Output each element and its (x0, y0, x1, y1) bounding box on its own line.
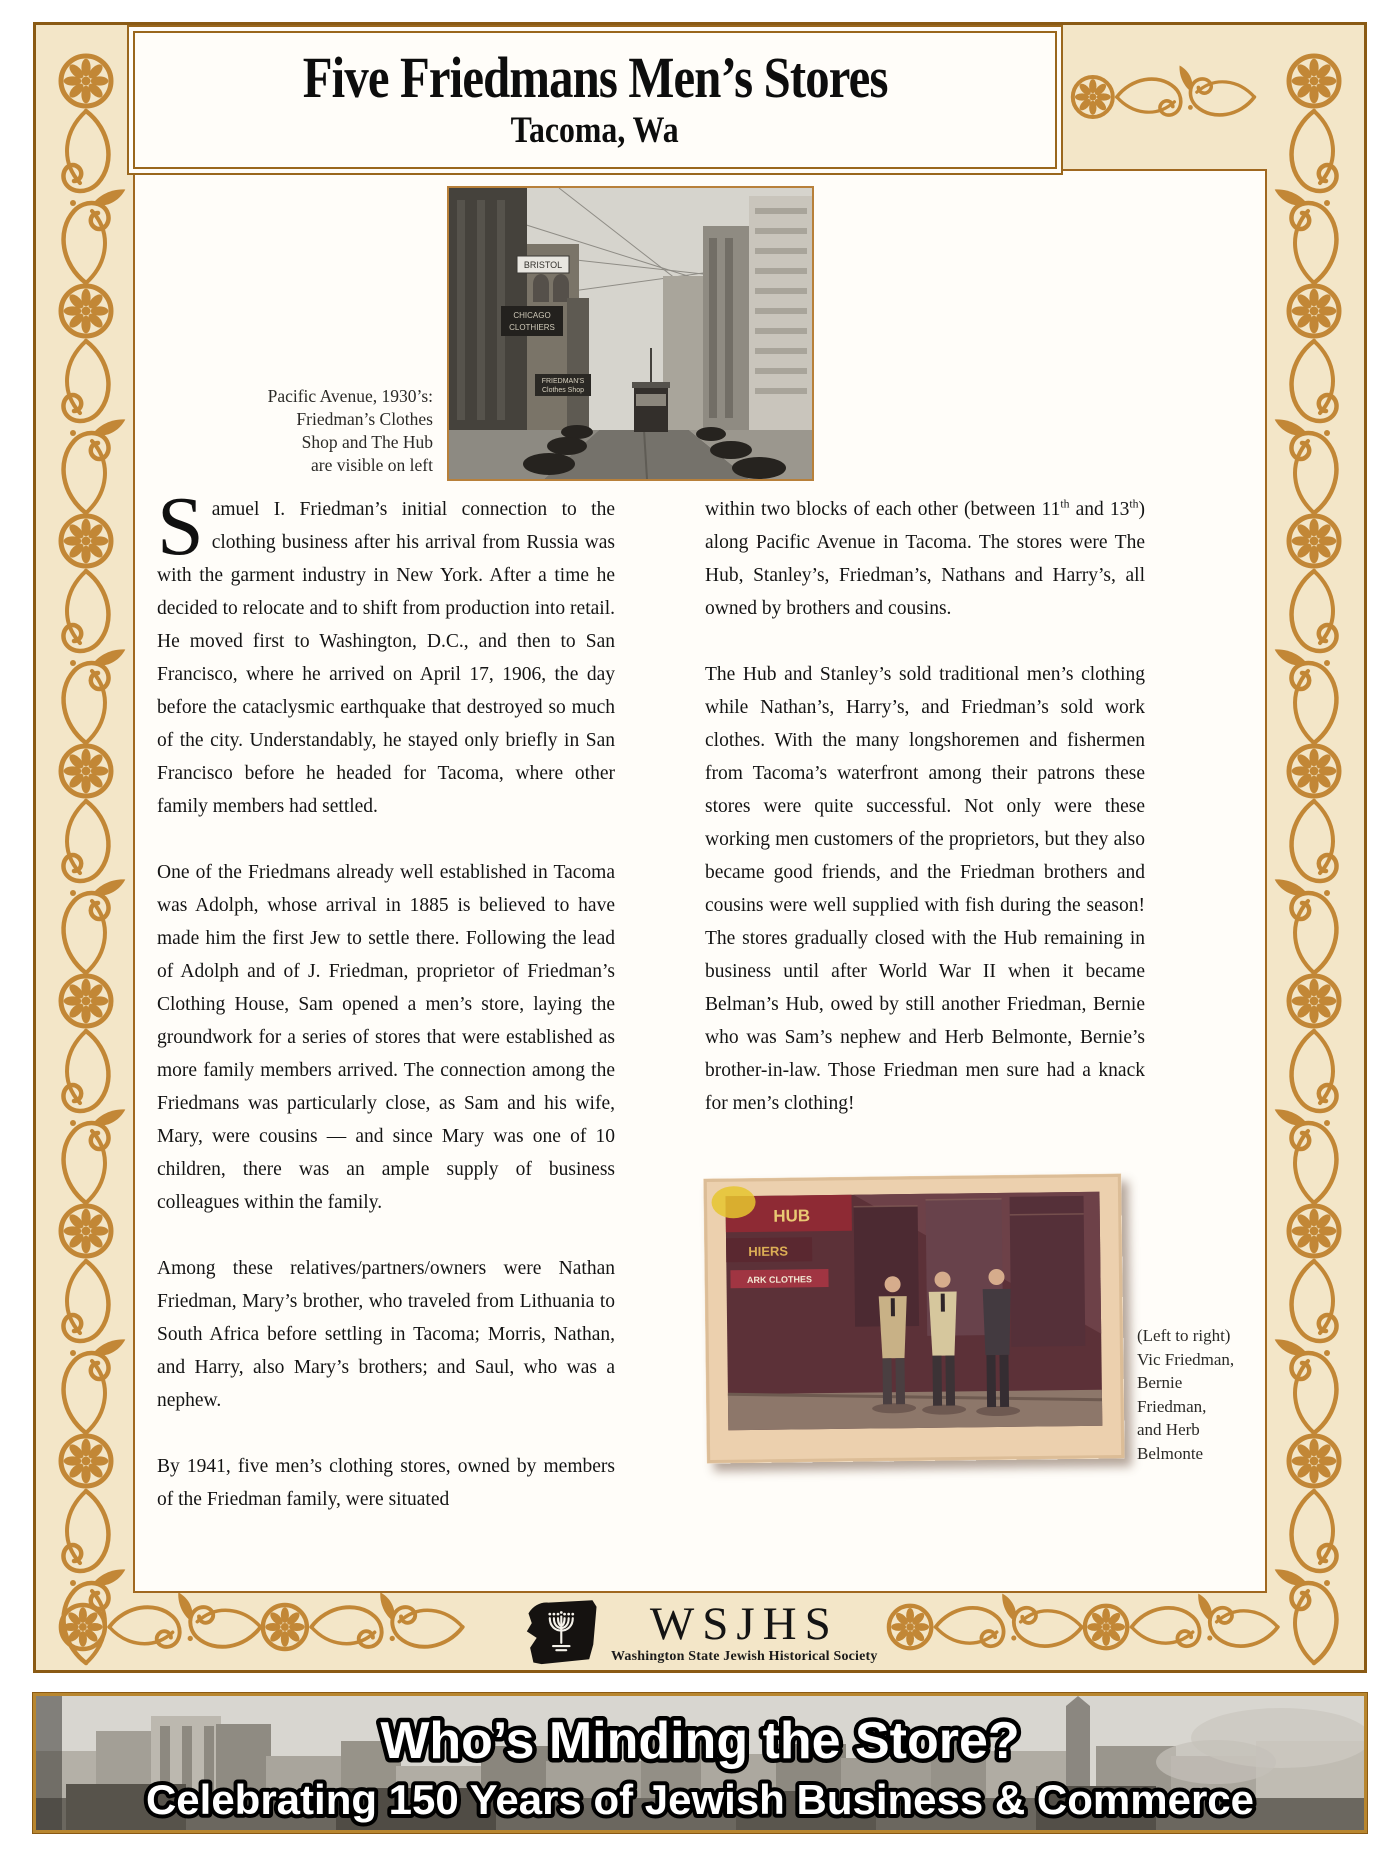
paragraph-text: amuel I. Friedman’s initial connection to the clothing business after his arrival from Russia was with the garment industry in New York. After a time he decided to relocate and to shift from production into retail. He moved first to Washington, D.C., and then to San Francisco, where he arrived on April 17, 1906, the day before the cataclysmic earthquake that destroyed so much of the city. Understandably, he stayed only briefly in San Francisco before he headed for Tacoma, where other family members had settled. (157, 499, 615, 817)
friedmans-sign-text2: Clothes Shop (541, 387, 585, 394)
street-photo (447, 186, 814, 481)
logo-acronym: WSJHS (649, 1598, 839, 1650)
page-subtitle: Tacoma, Wa (511, 110, 679, 151)
bristol-sign (517, 256, 569, 273)
hub-photo (703, 1173, 1124, 1463)
clothiers-sign-text: CLOTHIERS (509, 323, 555, 332)
content-area (133, 169, 1267, 1593)
wsjhs-logo (517, 1595, 878, 1671)
dropcap: S (157, 480, 204, 573)
street-photo-caption (199, 385, 433, 477)
friedmans-sign-text: FRIEDMAN'S (541, 378, 585, 385)
park-clothes-sign-text: ARK CLOTHES (746, 1274, 813, 1286)
bottom-banner (33, 1693, 1367, 1833)
caption-line: Friedman’s Clothes (296, 409, 433, 429)
caption-line: and Herb (1137, 1420, 1200, 1439)
caption-line: Belmonte (1137, 1443, 1204, 1463)
paragraph: By 1941, five men’s clothing stores, owned by members of the Friedman family, were situated (157, 1456, 615, 1510)
caption-line: Pacific Avenue, 1930’s: (267, 386, 433, 406)
hub-photo-caption (1137, 1324, 1259, 1465)
hub-sign-text: HUB (773, 1206, 811, 1226)
logo-text (611, 1598, 878, 1665)
friedmans-shop-sign (535, 374, 591, 396)
paragraph: The Hub and Stanley’s sold traditional men’s clothing while Nathan’s, Harry’s, and Friedman’s sold work clothes. With the many longshoremen and fishermen from Tacoma’s waterfront among their patrons these stores were quite successful. Not only were these working men customers of the proprietors, but they also became good friends, and the Friedman brothers and cousins were well supplied with fish during the season! The stores gradually closed with the Hub remaining in business until after World War II when it became Belman’s Hub, owed by still another Friedman, Bernie who was Sam’s nephew and Herb Belmonte, Bernie’s brother-in-law. Those Friedman men sure had a knack for men’s clothing! (705, 664, 1145, 1114)
paragraph: One of the Friedmans already well established in Tacoma was Adolph, whose arrival in 1885 is believed to have made him the first Jew to settle there. Following the lead of Adolph and of J. Friedman, proprietor of Friedman’s Clothing House, Sam opened a men’s store, laying the groundwork for a series of stores that were established as more family members arrived. The connection among the Friedmans was particularly close, as Sam and his wife, Mary, were cousins — and since Mary was one of 10 children, there was an ample supply of business colleagues within the family. (157, 862, 615, 1213)
logo-org-name: Washington State Jewish Historical Society (611, 1649, 878, 1664)
article-body (157, 480, 1257, 1516)
caption-line: Friedman, (1137, 1396, 1207, 1416)
paragraph-text: ) along Pacific Avenue in Tacoma. The stores were The Hub, Stanley’s, Friedman’s, Nathans and Harry’s, all owned by brothers and cousins. (705, 499, 1145, 619)
hub-photo-row (705, 1176, 1265, 1465)
park-clothes-sign (730, 1269, 828, 1288)
paragraph-text: within two blocks of each other (between 11 (705, 499, 1061, 520)
ordinal-superscript: th (1060, 497, 1070, 511)
banner-headline: Who’s Minding the Store? (380, 1712, 1020, 1770)
article-left-column (157, 480, 615, 1516)
ordinal-superscript: th (1129, 497, 1139, 511)
caption-line: Bernie (1137, 1373, 1183, 1392)
caption-line: Vic Friedman, (1137, 1349, 1235, 1369)
paragraph-text: and 13 (1069, 499, 1130, 520)
caption-line: are visible on left (311, 455, 433, 475)
clothiers-sign-text: HIERS (748, 1243, 789, 1260)
banner-subheadline: Celebrating 150 Years of Jewish Business & Commerce (145, 1776, 1255, 1823)
paragraph (705, 493, 1145, 625)
page-title: Five Friedmans Men’s Stores (302, 45, 888, 110)
paragraph (157, 480, 615, 823)
title-box (133, 31, 1057, 169)
article-right-column (705, 493, 1235, 1516)
bristol-sign-text: BRISTOL (523, 260, 563, 270)
chicago-clothiers-sign (501, 306, 563, 336)
paragraph: Among these relatives/partners/owners were Nathan Friedman, Mary’s brother, who traveled from Lithuania to South Africa before settling in Tacoma; Morris, Nathan, and Harry, also Mary’s brothers; and Saul, who was a nephew. (157, 1258, 615, 1411)
caption-line: Shop and The Hub (301, 432, 433, 452)
washington-state-menorah-icon (517, 1595, 599, 1671)
clothiers-sign (726, 1237, 812, 1262)
decorative-border-frame (33, 22, 1367, 1673)
chicago-sign-text: CHICAGO (513, 311, 551, 320)
caption-line: (Left to right) (1137, 1326, 1231, 1345)
